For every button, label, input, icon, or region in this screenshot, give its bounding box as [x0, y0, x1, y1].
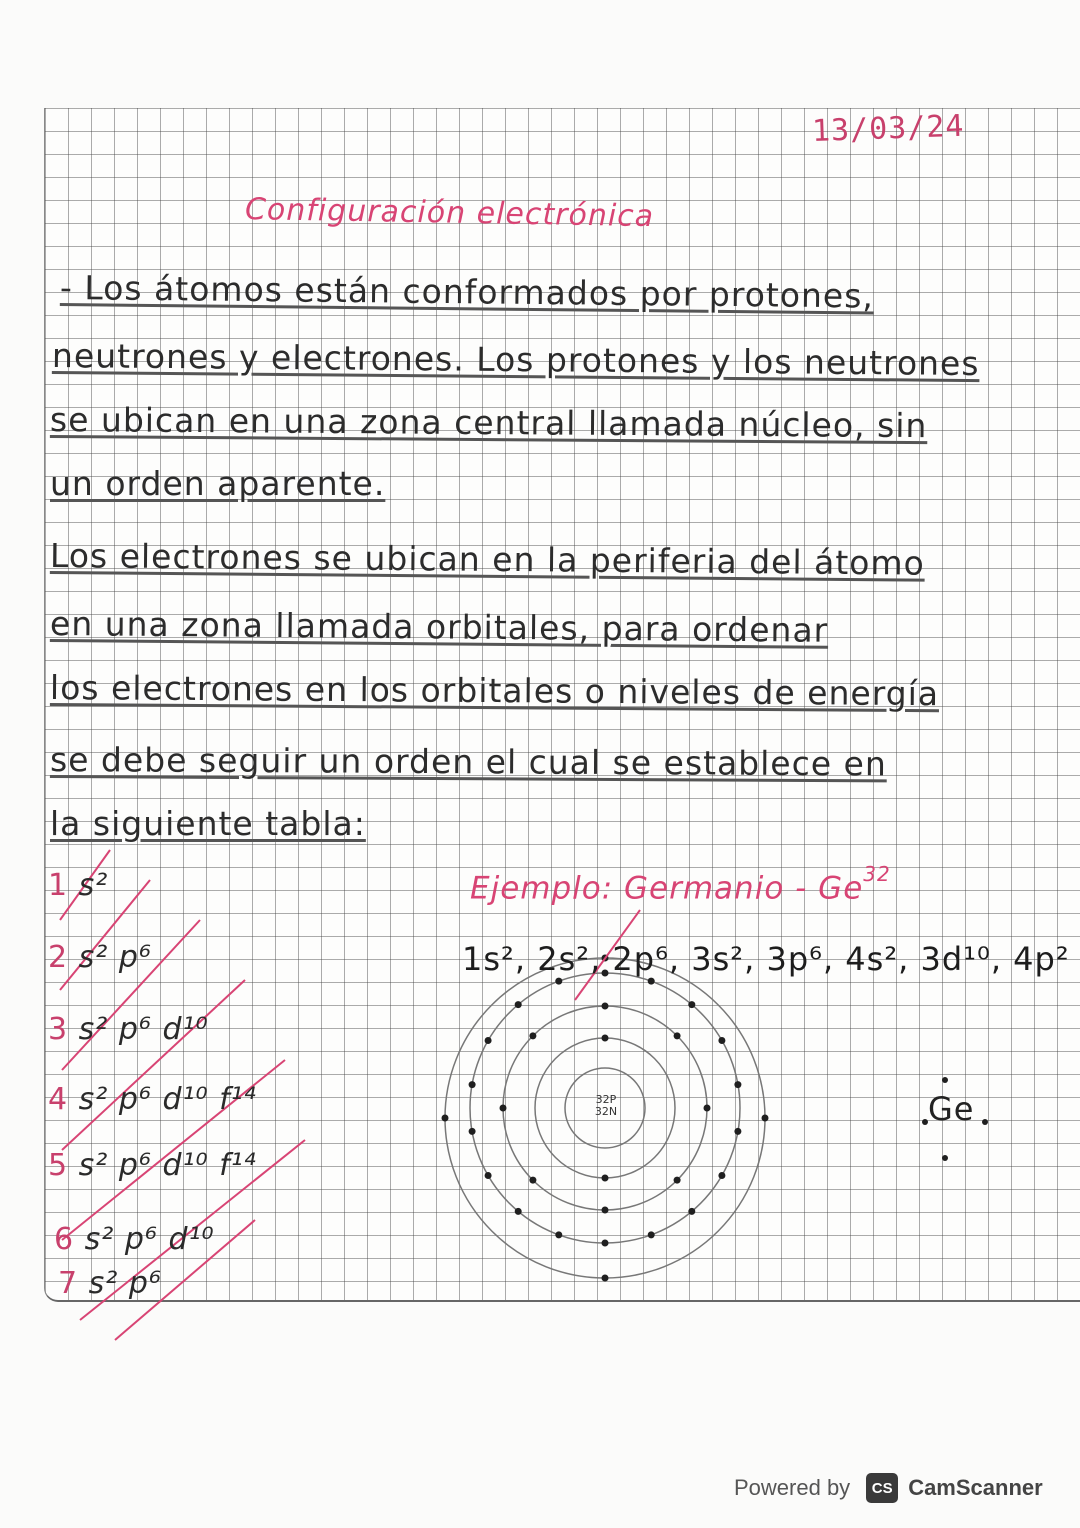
note-line: los electrones en los orbitales o niveles de energía [49, 668, 940, 714]
electron-dot [555, 978, 562, 985]
row-orbitals: s² [78, 868, 109, 903]
nucleus-neutrons: 32N [594, 1105, 618, 1118]
table-row [48, 1082, 257, 1117]
note-line: - Los átomos están conformados por protones, [59, 268, 875, 316]
note-title: Configuración electrónica [244, 192, 655, 235]
row-orbitals: s² p⁶ d¹⁰ f¹⁴ [78, 1082, 257, 1117]
camscanner-brand [866, 1473, 1043, 1503]
electron-dot [688, 1208, 695, 1215]
electron-dot [674, 1032, 681, 1039]
nucleus-protons: 32P [595, 1093, 617, 1106]
example-title: Ejemplo: Germanio - Ge [470, 870, 864, 907]
row-orbitals: s² p⁶ [88, 1266, 162, 1301]
row-level: 5 [48, 1148, 69, 1183]
diagonal-arrow [62, 980, 245, 1150]
note-line: se ubican en una zona central llamada núcleo, sin [49, 400, 928, 446]
powered-by-text: Powered by [734, 1475, 851, 1500]
electron-dot [704, 1105, 711, 1112]
symbol-dot [942, 1155, 948, 1161]
note-line: neutrones y electrones. Los protones y los neutrones [51, 336, 980, 384]
note-line: se debe seguir un orden el cual se establece en [49, 740, 887, 784]
note-line: en una zona llamada orbitales, para ordenar [49, 604, 829, 650]
note-line: un orden aparente. [50, 464, 386, 503]
element-symbol: Ge [928, 1090, 975, 1128]
nucleus-label [588, 1094, 624, 1118]
electron-dot [762, 1115, 769, 1122]
electron-dot [602, 1275, 609, 1282]
camscanner-name: CamScanner [908, 1475, 1043, 1500]
camscanner-footer [734, 1470, 1043, 1506]
electron-dot [555, 1231, 562, 1238]
electron-dot [688, 1001, 695, 1008]
electron-dot [469, 1128, 476, 1135]
electron-dot [602, 1207, 609, 1214]
symbol-dot [982, 1119, 988, 1125]
electron-dot [469, 1081, 476, 1088]
table-row [58, 1266, 162, 1301]
electrons [442, 955, 769, 1282]
example-label [470, 862, 891, 907]
electron-dot [602, 1003, 609, 1010]
table-row [48, 1012, 209, 1047]
table-row [48, 868, 108, 903]
row-level: 3 [48, 1012, 69, 1047]
note-date: 13/03/24 [811, 108, 966, 149]
electron-dot [515, 1208, 522, 1215]
camscanner-logo-icon: CS [866, 1473, 898, 1503]
atomic-number: 32 [863, 862, 891, 886]
electron-dot [515, 1001, 522, 1008]
electron-dot [602, 1175, 609, 1182]
electron-dot [674, 1177, 681, 1184]
electron-dot [500, 1105, 507, 1112]
electron-dot [648, 1231, 655, 1238]
row-orbitals: s² p⁶ d¹⁰ [78, 1012, 209, 1047]
electron-dot [529, 1177, 536, 1184]
row-level: 6 [54, 1222, 75, 1257]
electron-dot [648, 978, 655, 985]
note-line: la siguiente tabla: [50, 804, 366, 843]
table-row [48, 940, 152, 975]
electron-dot [602, 1240, 609, 1247]
row-level: 2 [48, 940, 69, 975]
row-orbitals: s² p⁶ d¹⁰ [84, 1222, 215, 1257]
electron-dot [485, 1037, 492, 1044]
row-orbitals: s² p⁶ d¹⁰ f¹⁴ [78, 1148, 257, 1183]
symbol-dot [942, 1077, 948, 1083]
electron-dot [718, 1172, 725, 1179]
electron-dot [442, 1115, 449, 1122]
electron-dot [718, 1037, 725, 1044]
table-row [54, 1222, 215, 1257]
electron-dot [602, 1035, 609, 1042]
electron-dot [734, 1128, 741, 1135]
table-row [48, 1148, 257, 1183]
electron-configuration: 1s², 2s², 2p⁶, 3s², 3p⁶, 4s², 3d¹⁰, 4p² [462, 940, 1070, 978]
row-level: 7 [58, 1266, 79, 1301]
electron-dot [485, 1172, 492, 1179]
note-line: Los electrones se ubican en la periferia del átomo [49, 536, 925, 583]
row-level: 1 [48, 868, 69, 903]
row-orbitals: s² p⁶ [78, 940, 152, 975]
electron-dot [734, 1081, 741, 1088]
electron-dot [529, 1032, 536, 1039]
row-level: 4 [48, 1082, 69, 1117]
